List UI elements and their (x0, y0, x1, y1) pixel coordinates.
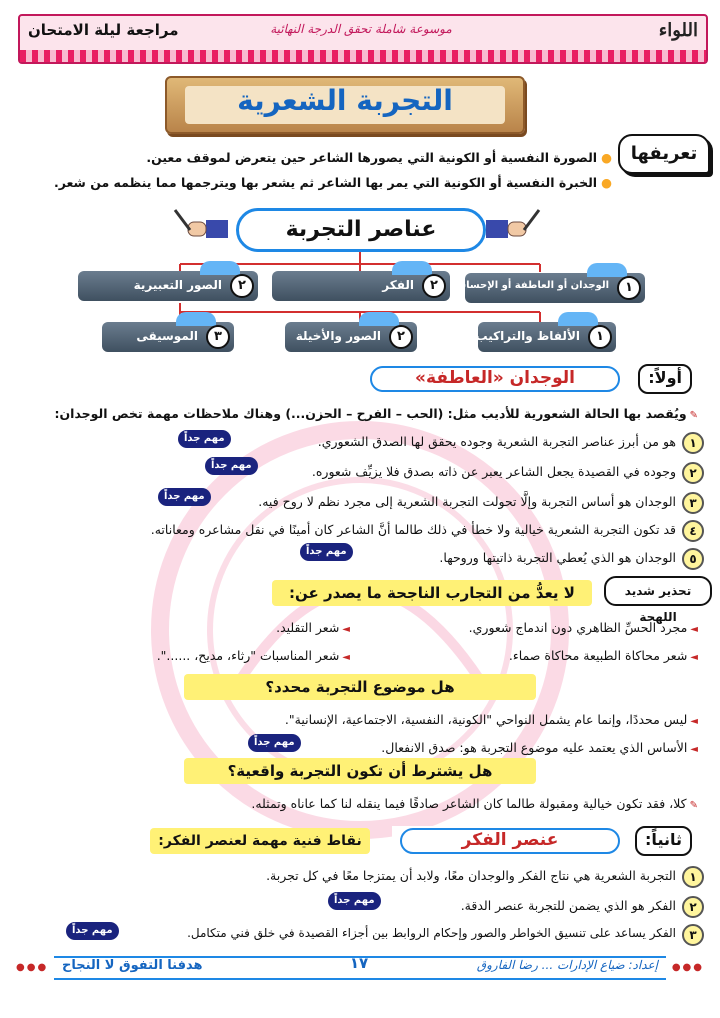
warning-item-1 (469, 620, 698, 635)
element-node-expressive-images (78, 271, 258, 301)
element-node-emotion (452, 273, 645, 303)
element-node-label: الصور والأخيلة (295, 329, 381, 343)
point-number: ١ (682, 866, 704, 888)
warning-item-text: شعر محاكاة الطبيعة محاكاة صماء. (508, 648, 688, 663)
element-node-number: ١ (617, 276, 641, 300)
arrow-bullet-icon: ◄ (342, 652, 350, 663)
footer-slogan: هدفنا التفوق لا النجاح (62, 958, 203, 973)
footer-dots: ●●● (671, 962, 704, 973)
element-node-number: ٣ (206, 325, 230, 349)
point-number: ٢ (682, 896, 704, 918)
arrow-bullet-icon: ◄ (342, 624, 350, 635)
element-node-number: ٢ (389, 325, 413, 349)
important-badge: مهم جداً (158, 488, 211, 506)
important-badge: مهم جداً (300, 543, 353, 561)
section2-point-3: الفكر يساعد على تنسيق الخواطر والصور وإحكام الروابط بين أجزاء القصيدة في خلق فني متكامل. (187, 926, 676, 940)
warning-item-4 (157, 648, 350, 663)
question1-answer-2-text: الأساس الذي يعتمد عليه موضوع التجربة هو: صدق الانفعال. (381, 740, 688, 755)
point-number: ٤ (682, 520, 704, 542)
element-subnode-imagery (285, 322, 417, 352)
element-node-label: الصور التعبيرية (133, 278, 222, 292)
element-node-number: ٢ (230, 274, 254, 298)
definition-text-1: الصورة النفسية أو الكونية التي يصورها الشاعر حين يتعرض لموقف معين. (146, 150, 598, 165)
page-number: ١٧ (349, 954, 369, 972)
question1-bar: هل موضوع التجربة محدد؟ (184, 674, 536, 700)
section2-title: عنصر الفكر (400, 828, 620, 854)
arrow-bullet-icon: ◄ (690, 744, 698, 755)
definition-text-2: الخبرة النفسية أو الكونية التي يمر بها الشاعر ثم يشعر بها ويترجمها مما ينظمه من شعر. (53, 175, 598, 190)
section1-point-5: الوجدان هو الذي يُعطي التجربة ذاتيتها وروحها. (439, 550, 676, 565)
section1-intro (8, 406, 698, 421)
curl-decoration (359, 312, 399, 326)
question2-bar: هل يشترط أن تكون التجربة واقعية؟ (184, 758, 536, 784)
curl-decoration (587, 263, 627, 277)
elements-title-label: عناصر التجربة (285, 217, 437, 242)
element-node-thought (272, 271, 450, 301)
page-title: التجربة الشعرية (237, 84, 453, 117)
question1-answer-2 (381, 740, 698, 755)
bullet-icon: ● (601, 175, 612, 190)
element-subnode-music (102, 322, 234, 352)
element-node-number: ١ (588, 325, 612, 349)
point-number: ١ (682, 432, 704, 454)
title-banner (165, 76, 525, 134)
point-number: ٢ (682, 462, 704, 484)
section2-point-2: الفكر هو الذي يضمن للتجربة عنصر الدقة. (460, 898, 676, 913)
section1-intro-text: ويُقصد بها الحالة الشعورية للأديب مثل: (الحب – الفرح – الحزن...) وهناك ملاحظات مهمة تخص الوجدان: (54, 406, 687, 421)
section1-point-1: هو من أبرز عناصر التجربة الشعرية وجوده يحقق لها الصدق الشعوري. (317, 434, 676, 449)
warning-item-text: مجرد الحسِّ الظاهري دون اندماج شعوري. (468, 620, 688, 635)
pen-bullet-icon: ✎ (689, 800, 698, 811)
element-node-number: ٢ (422, 274, 446, 298)
important-badge: مهم جداً (178, 430, 231, 448)
element-node-label: الألفاظ والتراكيب (475, 329, 580, 343)
important-badge: مهم جداً (248, 734, 301, 752)
important-badge: مهم جداً (66, 922, 119, 940)
section2-point-1: التجربة الشعرية هي نتاج الفكر والوجدان معًا، ولابد أن يمتزجا معًا في كل تجربة. (266, 868, 676, 883)
curl-decoration (392, 261, 432, 275)
section2-heading (392, 826, 692, 856)
question1-answer-1 (285, 712, 698, 727)
section1-point-3: الوجدان هو أساس التجربة وإلَّا تحولت التجربة الشعرية إلى مجرد نظم لا روح فيه. (258, 494, 676, 509)
section1-number: أولاً: (638, 364, 692, 394)
warning-item-text: شعر المناسبات "رثاء، مديح، ......". (156, 648, 340, 663)
important-badge: مهم جداً (328, 892, 381, 910)
warning-item-3 (509, 648, 698, 663)
element-node-label: الوجدان أو العاطفة أو الإحساس (452, 280, 609, 291)
section1-point-4: قد تكون التجربة الشعرية خيالية ولا خطأ في ذلك طالما أنَّ الشاعر كان أمينًا في نقل مشاعره ومعاناته. (150, 522, 676, 537)
section1-point-2: وجوده في القصيدة يجعل الشاعر يعبر عن ذاته بصدق فلا يزيِّف شعوره. (311, 464, 676, 479)
page-footer (14, 950, 706, 984)
header-series-title: موسوعة شاملة تحقق الدرجة النهائية (270, 22, 452, 36)
definition-tag-label: تعريفها (630, 143, 698, 164)
elements-title (236, 208, 486, 252)
element-node-label: الموسيقى (136, 329, 198, 343)
footer-dots: ●●● (16, 962, 49, 973)
curl-decoration (558, 312, 598, 326)
section1-heading (362, 364, 692, 394)
section2-bar: نقاط فنية مهمة لعنصر الفكر: (150, 828, 370, 854)
element-node-label: الفكر (382, 278, 414, 292)
question1-answer-1-text: ليس محددًا، وإنما عام يشمل النواحي "الكونية، النفسية، الاجتماعية، الإنسانية". (284, 712, 688, 727)
question2-answer-1 (251, 796, 698, 811)
section2-number: ثانياً: (635, 826, 692, 856)
arrow-bullet-icon: ◄ (690, 652, 698, 663)
definition-line-1 (12, 150, 612, 165)
point-number: ٣ (682, 492, 704, 514)
section1-title: الوجدان «العاطفة» (370, 366, 620, 392)
page-header (18, 14, 708, 64)
warning-item-text: شعر التقليد. (276, 620, 340, 635)
question2-answer-1-text: كلا، فقد تكون خيالية ومقبولة طالما كان الشاعر صادقًا فيما ينقله لنا كما عاناه وتمثله. (251, 796, 687, 811)
point-number: ٥ (682, 548, 704, 570)
pen-hand-icon (174, 206, 230, 246)
curl-decoration (200, 261, 240, 275)
arrow-bullet-icon: ◄ (690, 716, 698, 727)
important-badge: مهم جداً (205, 457, 258, 475)
header-review-label: مراجعة ليلة الامتحان (28, 21, 179, 39)
element-subnode-words (475, 322, 616, 352)
header-stripe (20, 50, 706, 62)
footer-author: إعداد: ضياع الإدارات ... رضا الفاروق (476, 958, 658, 972)
header-logo: اللواء (658, 20, 698, 41)
definition-tag (618, 134, 710, 174)
arrow-bullet-icon: ◄ (690, 624, 698, 635)
pen-hand-icon (484, 206, 540, 246)
warning-bar: لا يعدُّ من التجارب الناجحة ما يصدر عن: (272, 580, 592, 606)
definition-line-2 (12, 175, 612, 190)
warning-item-2 (276, 620, 350, 635)
curl-decoration (176, 312, 216, 326)
bullet-icon: ● (601, 150, 612, 165)
warning-tag: تحذير شديد اللهجة (604, 576, 712, 606)
point-number: ٣ (682, 924, 704, 946)
pen-bullet-icon: ✎ (689, 410, 698, 421)
